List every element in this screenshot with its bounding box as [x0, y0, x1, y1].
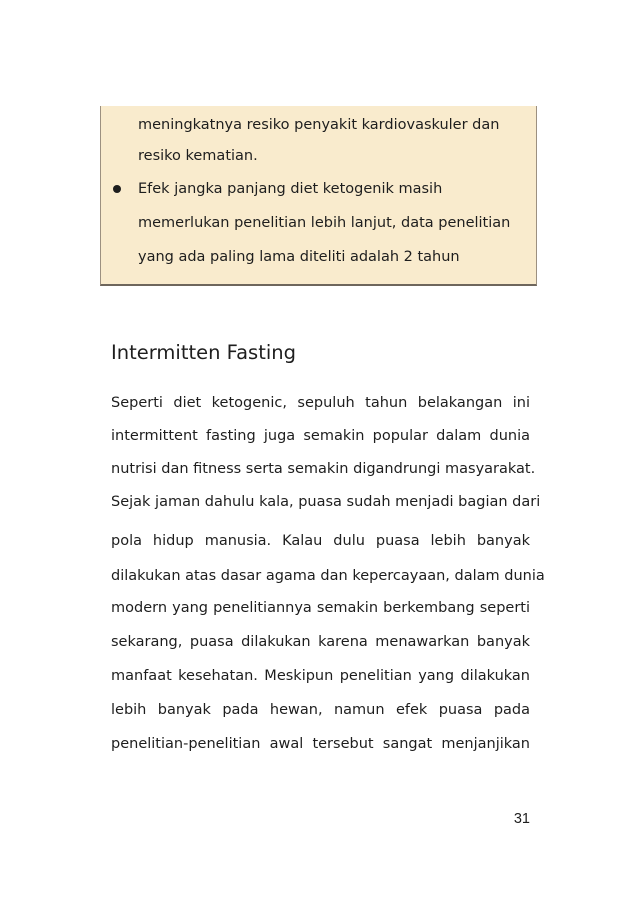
section-heading: Intermitten Fasting: [111, 341, 297, 364]
paragraph-line: Seperti diet ketogenic, sepuluh tahun belakangan ini: [111, 395, 530, 411]
callout-line: meningkatnya resiko penyakit kardiovaskuler dan: [138, 117, 500, 133]
paragraph-line: intermittent fasting juga semakin popular dalam dunia: [111, 428, 530, 444]
paragraph-line: manfaat kesehatan. Meskipun penelitian yang dilakukan: [111, 668, 530, 684]
paragraph-line: nutrisi dan fitness serta semakin digandrungi masyarakat.: [111, 461, 536, 477]
paragraph-line: modern yang penelitiannya semakin berkembang seperti: [111, 600, 530, 616]
callout-line: yang ada paling lama diteliti adalah 2 tahun: [138, 249, 460, 265]
callout-line: Efek jangka panjang diet ketogenik masih: [138, 181, 443, 197]
paragraph-line: dilakukan atas dasar agama dan kepercayaan, dalam dunia: [111, 568, 545, 584]
paragraph-line: pola hidup manusia. Kalau dulu puasa lebih banyak: [111, 533, 530, 549]
paragraph-line: lebih banyak pada hewan, namun efek puasa pada: [111, 702, 530, 718]
bullet-icon: [113, 185, 121, 193]
callout-line: resiko kematian.: [138, 148, 258, 164]
paragraph-line: penelitian-penelitian awal tersebut sangat menjanjikan: [111, 736, 530, 752]
callout-box: [100, 106, 537, 286]
callout-line: memerlukan penelitian lebih lanjut, data penelitian: [138, 215, 511, 231]
paragraph-line: Sejak jaman dahulu kala, puasa sudah menjadi bagian dari: [111, 494, 541, 510]
page-number: 31: [513, 811, 530, 827]
paragraph-line: sekarang, puasa dilakukan karena menawarkan banyak: [111, 634, 530, 650]
